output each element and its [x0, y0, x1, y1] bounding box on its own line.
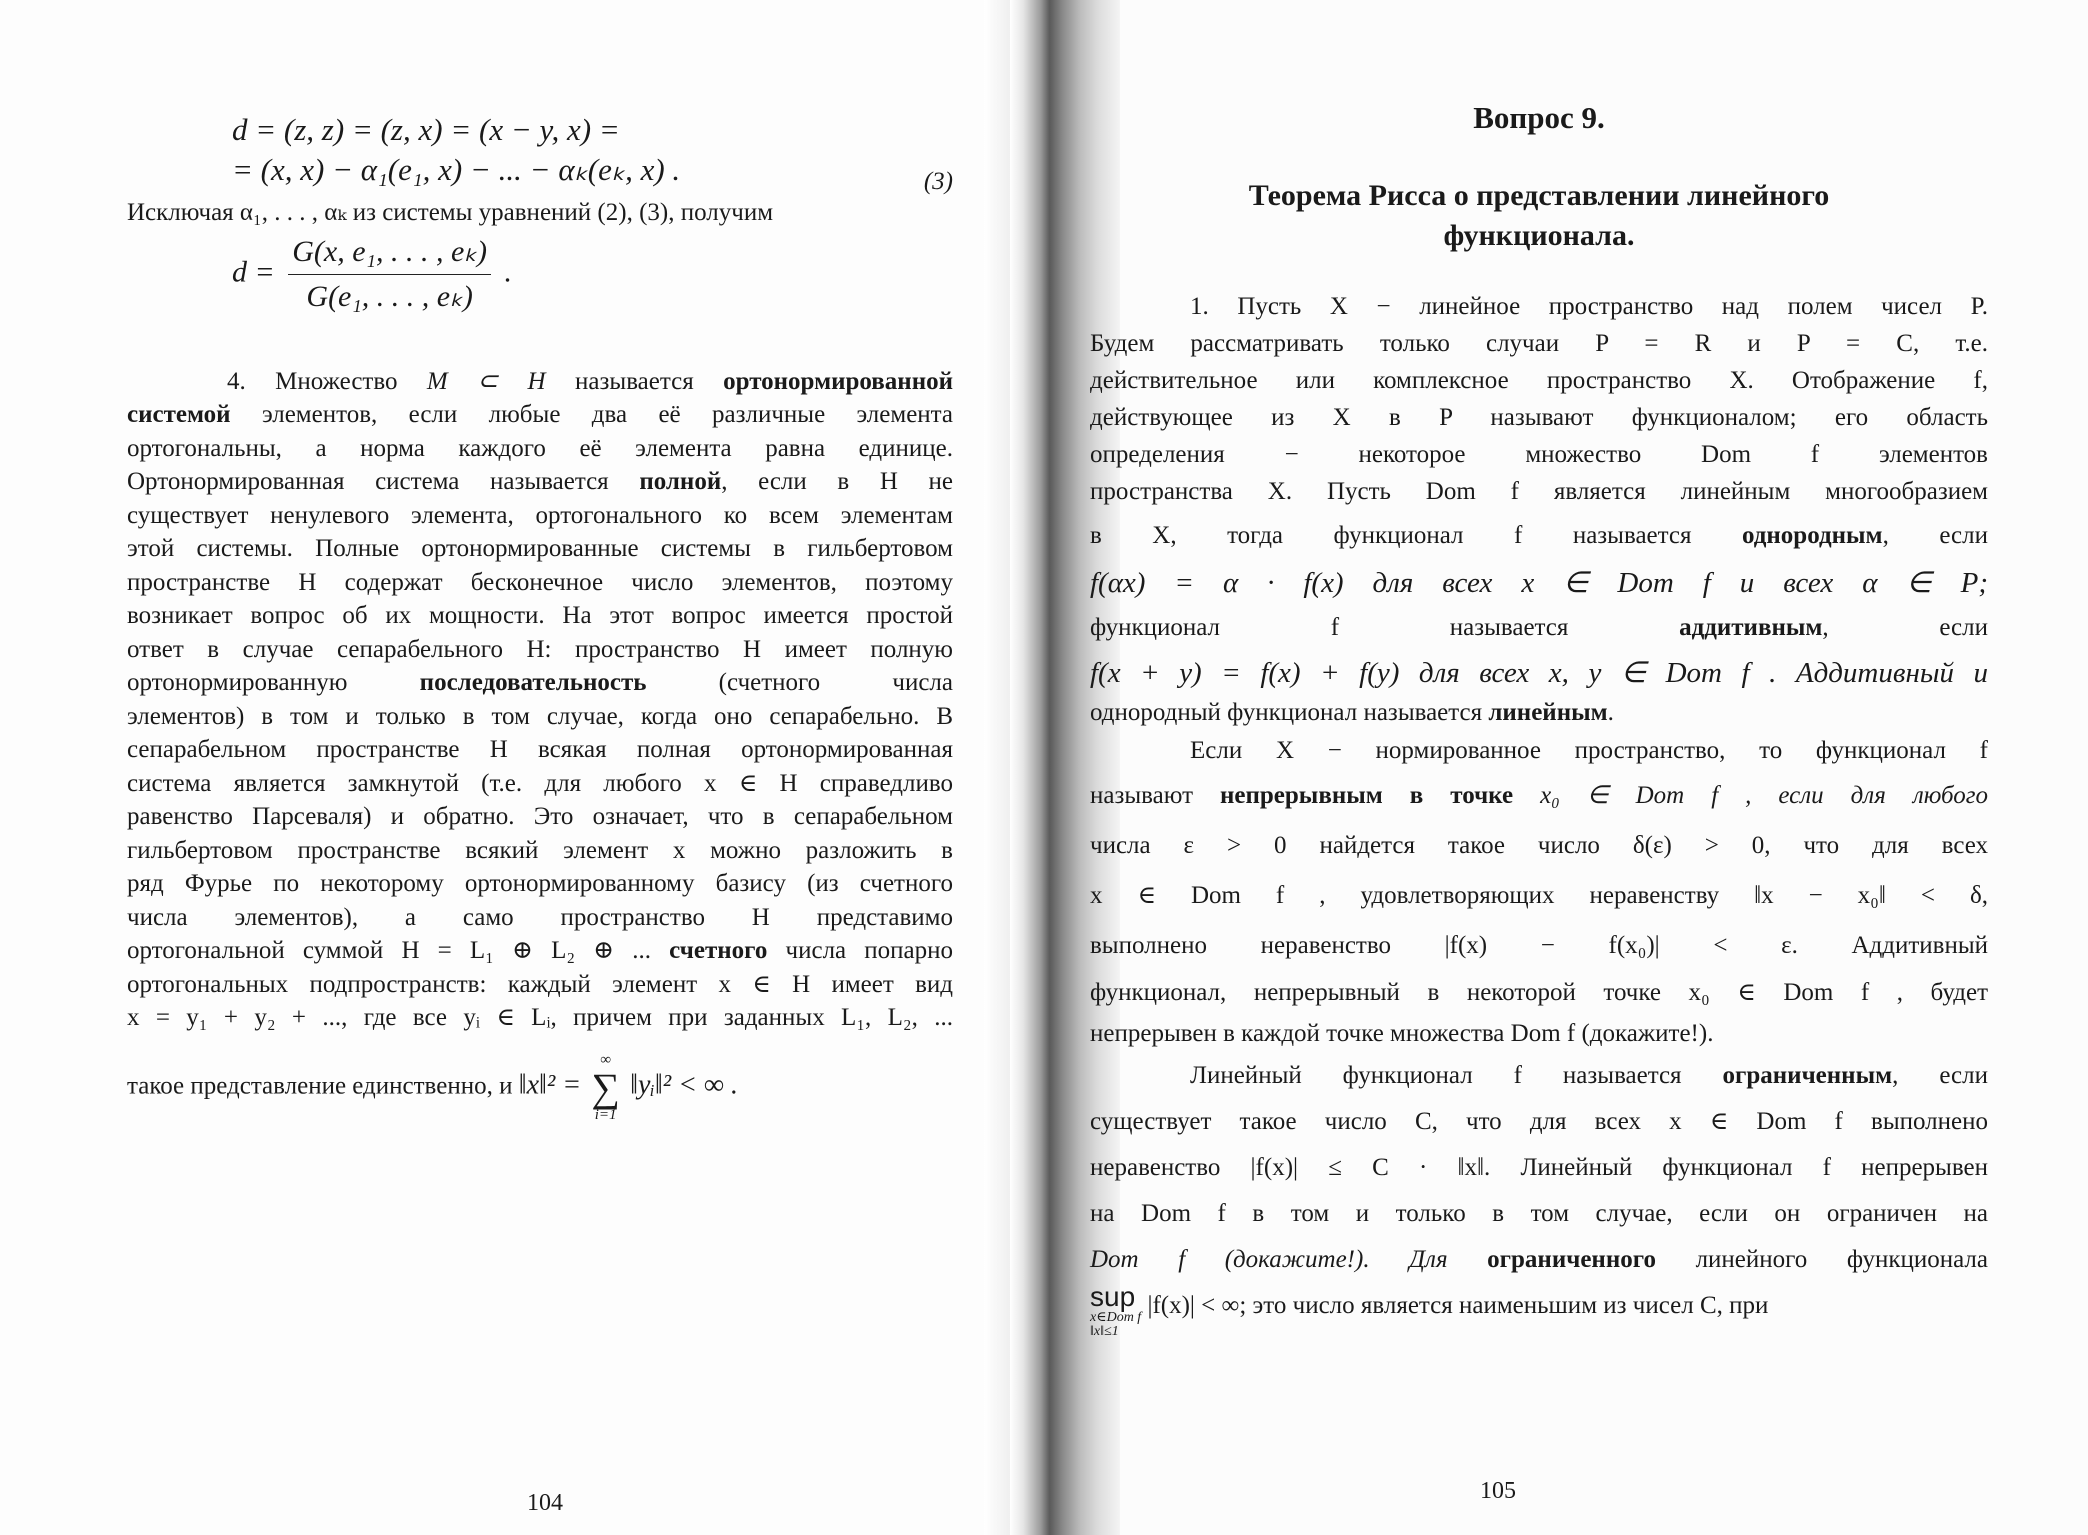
fraction-numerator: G(x, e₁, . . . , eₖ) — [288, 232, 491, 275]
text-fragment: Линейный функционал f называется — [1190, 1062, 1682, 1089]
sum-lower-limit: i=1 — [594, 1106, 617, 1123]
sup-limit-domain: x∈Dom f — [1090, 1310, 1142, 1325]
text-fragment: Ортонормированная система называется — [127, 468, 609, 495]
text-fragment: (счетного числа — [718, 669, 953, 696]
math-inline: ‖yᵢ‖² < ∞ . — [630, 1069, 739, 1101]
text-line: выполнено неравенство |f(x) − f(x₀)| < ε. Аддитивный — [1090, 932, 1988, 959]
text-line — [1090, 1053, 1988, 1099]
equation-3-line-1: d = (z, z) = (z, x) = (x − y, x) = — [232, 112, 620, 147]
bold-term: непрерывным в точке — [1220, 782, 1514, 809]
theorem-title-line-2: функционала. — [1443, 219, 1635, 252]
left-page-content — [127, 110, 953, 1123]
sup-limit-norm: ‖x‖≤1 — [1090, 1324, 1119, 1339]
right-page — [1010, 0, 2088, 1535]
text-fragment: функционал f называется — [1090, 614, 1569, 641]
text-line — [127, 666, 953, 700]
right-page-content — [1090, 98, 1988, 1339]
text-line — [1090, 771, 1988, 821]
text-fragment: однородный функционал называется — [1090, 699, 1483, 726]
text-fragment: такое представление единственно, и — [127, 1072, 513, 1100]
homogeneity-formula-line: f(αx) = α · f(x) для всех x ∈ Dom f и всех α ∈ P; — [1090, 567, 1988, 599]
bold-term: последовательность — [419, 669, 647, 696]
text-line: на Dom f в том и только в том случае, если он ограничен на — [1090, 1200, 1988, 1227]
text-line — [127, 398, 953, 432]
supremum-line — [1090, 1283, 1988, 1339]
text-line: ортогональны, а норма каждого её элемента равна единице. — [127, 434, 953, 462]
text-line: 1. Пусть X − линейное пространство над полем чисел P. — [1190, 293, 1988, 320]
elimination-text: Исключая α₁, . . . , αₖ из системы уравнений (2), (3), получим — [127, 199, 774, 226]
text-line: равенство Парсеваля) и обратно. Это означает, что в сепарабельном — [127, 803, 953, 830]
text-fragment: , если — [1892, 1062, 1989, 1089]
text-fragment: линейного функционала — [1695, 1246, 1989, 1273]
text-line — [1090, 1237, 1988, 1283]
text-line — [127, 934, 953, 968]
text-line — [1090, 510, 1988, 562]
text-line: определения − некоторое множество Dom f элементов — [1090, 441, 1988, 468]
text-line — [127, 365, 953, 399]
text-fragment: ортонормированную — [127, 669, 348, 696]
fraction — [288, 232, 491, 317]
text-line: ортогональных подпространств: каждый элемент x ∈ H имеет вид — [127, 970, 953, 998]
question-title: Вопрос 9. — [1473, 100, 1605, 135]
text-line: существует такое число C, что для всех x ∈ Dom f выполнено — [1090, 1108, 1988, 1135]
text-line: действующее из X в P называют функционалом; его область — [1090, 404, 1988, 431]
text-fragment: . — [1607, 699, 1614, 726]
text-line: x = y₁ + y₂ + ..., где все yᵢ ∈ Lᵢ, причем при заданных L₁, L₂, ... — [127, 1004, 953, 1031]
equation-3 — [127, 110, 953, 195]
text-fragment: в X, тогда функционал f называется — [1090, 522, 1692, 549]
text-line: действительное или комплексное пространство X. Отображение f, — [1090, 367, 1988, 394]
text-fragment: Dom f (докажите!). Для — [1090, 1246, 1448, 1273]
text-line — [1090, 604, 1988, 652]
text-line: x ∈ Dom f , удовлетворяющих неравенству ‖x − x₀‖ < δ, — [1090, 882, 1988, 909]
bold-term: счетного — [669, 937, 768, 964]
text-line: Если X − нормированное пространство, то функционал f — [1190, 737, 1988, 764]
bold-term: полной — [639, 468, 722, 495]
paragraph-1 — [1090, 288, 1988, 731]
text-line: гильбертовом пространстве всякий элемент x можно разложить в — [127, 836, 953, 864]
text-line: элементов) в том и только в том случае, когда оно сепарабельно. В — [127, 702, 953, 730]
text-fragment: 4. Множество — [227, 367, 398, 395]
paragraph-2 — [1090, 731, 1988, 1053]
bold-term: системой — [127, 401, 231, 428]
bold-term: однородным — [1741, 522, 1883, 549]
bold-term: ограниченным — [1722, 1062, 1893, 1089]
page-number-left: 104 — [527, 1490, 563, 1516]
left-page — [0, 0, 1010, 1535]
text-fragment: , если — [1822, 614, 1989, 641]
text-line: ряд Фурье по некоторому ортонормированному базису (из счетного — [127, 870, 953, 897]
additivity-formula-line: f(x + y) = f(x) + f(y) для всех x, y ∈ Dom f . Аддитивный и — [1090, 657, 1988, 689]
text-line: пространстве H содержат бесконечное число элементов, поэтому — [127, 568, 953, 596]
bold-term: линейным — [1488, 699, 1608, 726]
text-fragment: элементов, если любые два её различные элемента — [261, 401, 954, 428]
text-line: Будем рассматривать только случаи P = R и P = C, т.е. — [1090, 330, 1988, 357]
gram-determinant-formula — [127, 232, 953, 317]
text-fragment: называют — [1090, 782, 1193, 809]
paragraph-3 — [1090, 1053, 1988, 1339]
math-inline: M ⊂ H — [426, 367, 546, 395]
text-fragment: , если — [1882, 522, 1989, 549]
text-fragment: называется — [575, 367, 694, 395]
math-inline: ‖x‖² = — [518, 1069, 582, 1101]
text-line: сепарабельном пространстве H всякая полная ортонормированная — [127, 736, 953, 763]
text-line — [127, 465, 953, 499]
text-line: ответ в случае сепарабельного H: пространство H имеет полную — [127, 635, 953, 663]
sigma-symbol: ∑ — [591, 1064, 620, 1110]
page-binding-shadow — [984, 0, 1010, 1535]
text-fragment: |f(x)| < ∞; это число является наименьшим из чисел C, при — [1147, 1292, 1769, 1319]
text-line: неравенство |f(x)| ≤ C · ‖x‖. Линейный функционал f непрерывен — [1090, 1154, 1988, 1181]
text-line: непрерывен в каждой точке множества Dom f (докажите!). — [1090, 1020, 1714, 1047]
sup-symbol: sup — [1090, 1281, 1136, 1312]
text-line: возникает вопрос об их мощности. На этот вопрос имеется простой — [127, 602, 953, 629]
text-fragment: , если в H не — [721, 468, 953, 495]
page-number-right: 105 — [1480, 1478, 1516, 1504]
text-line: пространства X. Пусть Dom f является линейным многообразием — [1090, 478, 1988, 505]
text-line-with-sum — [127, 1053, 953, 1123]
text-line: существует ненулевого элемента, ортогонального ко всем элементам — [127, 501, 953, 529]
text-fragment: числа попарно — [785, 937, 954, 964]
text-line: этой системы. Полные ортонормированные системы в гильбертовом — [127, 535, 953, 562]
text-line: числа элементов), а само пространство H представимо — [127, 903, 953, 931]
theorem-title-line-1: Теорема Рисса о представлении линейного — [1248, 179, 1830, 212]
sum-upper-limit: ∞ — [600, 1051, 612, 1068]
bold-term: ограниченного — [1487, 1246, 1656, 1273]
text-line: система является замкнутой (т.е. для любого x ∈ H справедливо — [127, 769, 953, 797]
text-line: функционал, непрерывный в некоторой точке x₀ ∈ Dom f , будет — [1090, 979, 1988, 1006]
equation-number: (3) — [923, 168, 953, 195]
summation — [591, 1053, 620, 1123]
theorem-title — [1090, 176, 1988, 256]
formula-tail: . — [504, 254, 513, 288]
bold-term: ортонормированной — [723, 367, 954, 395]
text-fragment: ортогональной суммой H = L₁ ⊕ L₂ ⊕ ... — [127, 937, 652, 964]
fraction-denominator: G(e₁, . . . , eₖ) — [306, 279, 473, 313]
math-inline: x₀ ∈ Dom f , если для любого — [1540, 782, 1989, 809]
text-line — [1090, 694, 1988, 731]
text-line: числа ε > 0 найдется такое число δ(ε) > 0, что для всех — [1090, 832, 1988, 859]
bold-term: аддитивным — [1679, 614, 1823, 641]
equation-3-line-2: = (x, x) − α₁(e₁, x) − ... − αₖ(eₖ, x) . — [232, 152, 681, 187]
formula-lhs: d = — [232, 254, 275, 288]
paragraph-4 — [127, 365, 953, 1123]
supremum-operator — [1090, 1283, 1141, 1339]
